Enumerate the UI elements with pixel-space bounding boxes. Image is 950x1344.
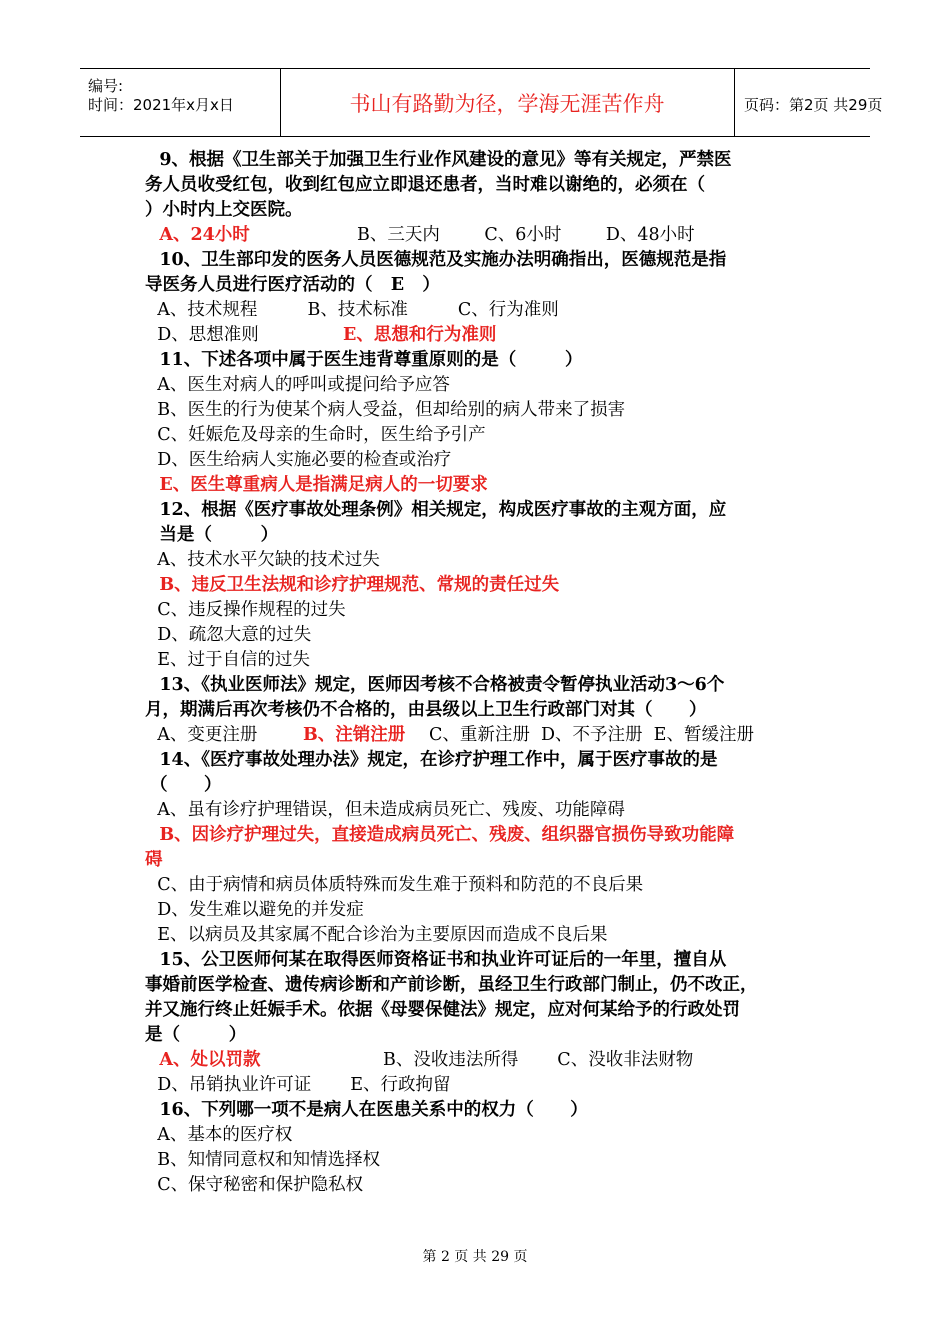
q15-options-1: B、没收违法所得 C、没收非法财物 — [383, 1050, 694, 1070]
q15-line-3: 并又施行终止妊娠手术。依据《母婴保健法》规定，应对何某给予的行政处罚 — [145, 1000, 740, 1020]
q12-option-d: D、疏忽大意的过失 — [135, 625, 312, 645]
q13-answer-b: B、注销注册 — [303, 725, 406, 745]
q12-option-a: A、技术水平欠缺的技术过失 — [135, 550, 380, 570]
q16-stem: 16、下列哪一项不是病人在医患关系中的权力（ ） — [135, 1100, 588, 1120]
q15-options-2: D、吊销执业许可证 E、行政拘留 — [135, 1075, 451, 1095]
serial-label: 编号: — [88, 77, 124, 95]
q14-answer-b-line-2: 碍 — [145, 850, 163, 870]
q10-line-1: 10、卫生部印发的医务人员医德规范及实施办法明确指出，医德规范是指 — [135, 250, 727, 270]
q14-option-c: C、由于病情和病员体质特殊而发生难于预料和防范的不良后果 — [135, 875, 644, 895]
q10-options-1: A、技术规程 B、技术标准 C、行为准则 — [135, 300, 559, 320]
q11-option-b: B、医生的行为使某个病人受益，但却给别的病人带来了损害 — [135, 400, 626, 420]
q16-option-c: C、保守秘密和保护隐私权 — [135, 1175, 364, 1195]
q13-line-2: 月，期满后再次考核仍不合格的，由县级以上卫生行政部门对其（ ） — [145, 700, 707, 720]
q9-line-2: 务人员收受红包，收到红包应立即退还患者，当时难以谢绝的，必须在（ — [145, 175, 705, 195]
q12-option-c: C、违反操作规程的过失 — [135, 600, 346, 620]
q9-answer-a: A、24小时 — [135, 225, 250, 245]
q14-option-e: E、以病员及其家属不配合诊治为主要原因而造成不良后果 — [135, 925, 608, 945]
q11-answer-e: E、医生尊重病人是指满足病人的一切要求 — [135, 475, 488, 495]
q11-stem: 11、下述各项中属于医生违背尊重原则的是（ ） — [135, 350, 583, 370]
q14-answer-b-line-1: B、因诊疗护理过失，直接造成病员死亡、残废、组织器官损伤导致功能障 — [135, 825, 735, 845]
q12-option-e: E、过于自信的过失 — [135, 650, 311, 670]
q15-line-1: 15、公卫医师何某在取得医师资格证书和执业许可证后的一年里，擅自从 — [135, 950, 727, 970]
q10-answer-e: E、思想和行为准则 — [343, 325, 497, 345]
q13-line-1: 13、《执业医师法》规定，医师因考核不合格被责令暂停执业活动3～6个 — [135, 675, 725, 695]
page-info: 页码：第2页 共29页 — [744, 96, 883, 114]
q13-option-a: A、变更注册 — [135, 725, 258, 745]
q16-option-b: B、知情同意权和知情选择权 — [135, 1150, 381, 1170]
header-motto-cell — [280, 69, 735, 136]
time-label: 时间：2021年x月x日 — [88, 96, 234, 114]
q9-line-3: ）小时内上交医院。 — [145, 200, 303, 220]
q14-line-2: （ ） — [150, 775, 222, 795]
q9-options: B、三天内 C、6小时 D、48小时 — [357, 225, 695, 245]
q12-line-2: 当是（ ） — [135, 525, 279, 545]
q15-answer-a: A、处以罚款 — [135, 1050, 261, 1070]
motto: 书山有路勤为径，学海无涯苦作舟 — [349, 92, 665, 116]
q13-options-rest: C、重新注册 D、不予注册 E、暂缓注册 — [429, 725, 754, 745]
header-meta — [80, 69, 281, 136]
q11-option-d: D、医生给病人实施必要的检查或治疗 — [135, 450, 452, 470]
q12-line-1: 12、根据《医疗事故处理条例》相关规定，构成医疗事故的主观方面，应 — [135, 500, 727, 520]
q10-option-d: D、思想准则 — [135, 325, 259, 345]
q14-option-a: A、虽有诊疗护理错误，但未造成病员死亡、残废、功能障碍 — [135, 800, 625, 820]
page-footer: 第 2 页 共 29 页 — [422, 1249, 528, 1265]
q10-line-2: 导医务人员进行医疗活动的（ E ） — [145, 275, 440, 295]
q12-answer-b: B、违反卫生法规和诊疗护理规范、常规的责任过失 — [135, 575, 560, 595]
q9-line-1: 9、根据《卫生部关于加强卫生行业作风建设的意见》等有关规定，严禁医 — [135, 150, 732, 170]
q15-line-2: 事婚前医学检查、遗传病诊断和产前诊断，虽经卫生行政部门制止，仍不改正， — [145, 975, 758, 995]
q14-line-1: 14、《医疗事故处理办法》规定，在诊疗护理工作中，属于医疗事故的是 — [135, 750, 718, 770]
q15-line-4: 是（ ） — [145, 1025, 247, 1045]
page-header — [80, 68, 883, 137]
q11-option-a: A、医生对病人的呼叫或提问给予应答 — [135, 375, 450, 395]
q14-option-d: D、发生难以避免的并发症 — [135, 900, 364, 920]
q11-option-c: C、妊娠危及母亲的生命时，医生给予引产 — [135, 425, 486, 445]
header-page-cell — [734, 69, 883, 136]
q16-option-a: A、基本的医疗权 — [135, 1125, 293, 1145]
